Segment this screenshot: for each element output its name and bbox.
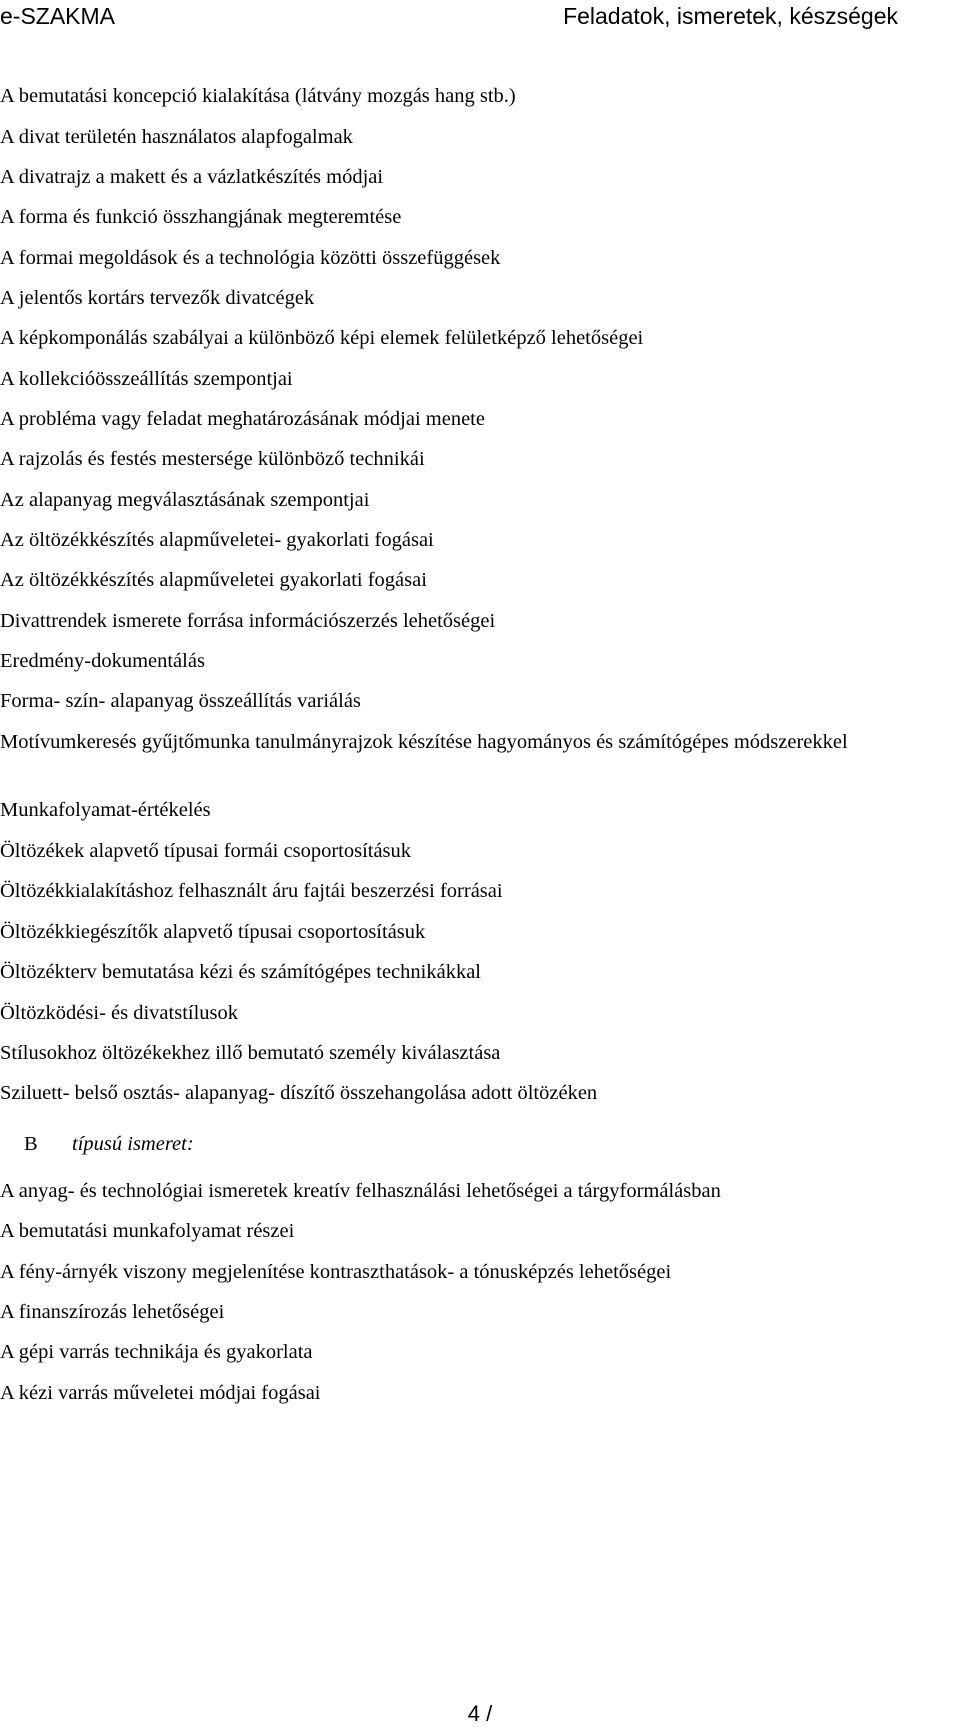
list-item: A gépi varrás technikája és gyakorlata — [0, 1341, 313, 1363]
section-label: típusú ismeret: — [72, 1133, 194, 1155]
page-header — [0, 2, 960, 32]
list-item: A rajzolás és festés mestersége különböző technikái — [0, 448, 425, 470]
list-item: A formai megoldások és a technológia közötti összefüggések — [0, 247, 501, 269]
list-item: Öltözékkiegészítők alapvető típusai csoportosításuk — [0, 921, 426, 943]
header-section-title: Feladatok, ismeretek, készségek — [563, 3, 898, 29]
list-item: Stílusokhoz öltözékekhez illő bemutató személy kiválasztása — [0, 1042, 501, 1064]
list-item: A probléma vagy feladat meghatározásának módjai menete — [0, 408, 485, 430]
list-item: A forma és funkció összhangjának megteremtése — [0, 206, 402, 228]
section-letter: B — [24, 1133, 38, 1155]
list-item: A bemutatási munkafolyamat részei — [0, 1220, 295, 1242]
page-number: 4 / — [467, 1701, 493, 1726]
list-item: Öltözködési- és divatstílusok — [0, 1002, 239, 1024]
list-item: Az alapanyag megválasztásának szempontjai — [0, 489, 370, 511]
header-site-name: e-SZAKMA — [0, 3, 116, 29]
list-item: A anyag- és technológiai ismeretek kreatív felhasználási lehetőségei a tárgyformálásban — [0, 1180, 721, 1202]
list-item: Eredmény-dokumentálás — [0, 650, 205, 672]
list-item: A jelentős kortárs tervezők divatcégek — [0, 287, 315, 309]
list-item: Az öltözékkészítés alapműveletei- gyakorlati fogásai — [0, 529, 434, 551]
list-item: Az öltözékkészítés alapműveletei gyakorlati fogásai — [0, 569, 427, 591]
list-item: Öltözékterv bemutatása kézi és számítógépes technikákkal — [0, 961, 481, 983]
list-item: A képkomponálás szabályai a különböző képi elemek felületképző lehetőségei — [0, 327, 644, 349]
list-item: A fény-árnyék viszony megjelenítése kontraszthatások- a tónusképzés lehetőségei — [0, 1261, 672, 1283]
list-item: Munkafolyamat-értékelés — [0, 799, 211, 821]
list-item: A divatrajz a makett és a vázlatkészítés módjai — [0, 166, 384, 188]
list-item: A kézi varrás műveletei módjai fogásai — [0, 1382, 321, 1404]
list-item: Öltözékek alapvető típusai formái csoportosításuk — [0, 840, 412, 862]
list-item: Divattrendek ismerete forrása információszerzés lehetőségei — [0, 610, 496, 632]
section-heading — [0, 1130, 194, 1158]
list-item: A divat területén használatos alapfogalmak — [0, 126, 353, 148]
list-item: Öltözékkialakításhoz felhasznált áru fajtái beszerzési forrásai — [0, 880, 503, 902]
list-item: Motívumkeresés gyűjtőmunka tanulmányrajzok készítése hagyományos és számítógépes módszerekkel — [0, 731, 848, 753]
list-item: A kollekcióösszeállítás szempontjai — [0, 368, 293, 390]
list-item: Sziluett- belső osztás- alapanyag- díszítő összehangolása adott öltözéken — [0, 1082, 598, 1104]
list-item: A bemutatási koncepció kialakítása (látvány mozgás hang stb.) — [0, 85, 516, 107]
list-item: Forma- szín- alapanyag összeállítás variálás — [0, 690, 361, 712]
list-item: A finanszírozás lehetőségei — [0, 1301, 225, 1323]
